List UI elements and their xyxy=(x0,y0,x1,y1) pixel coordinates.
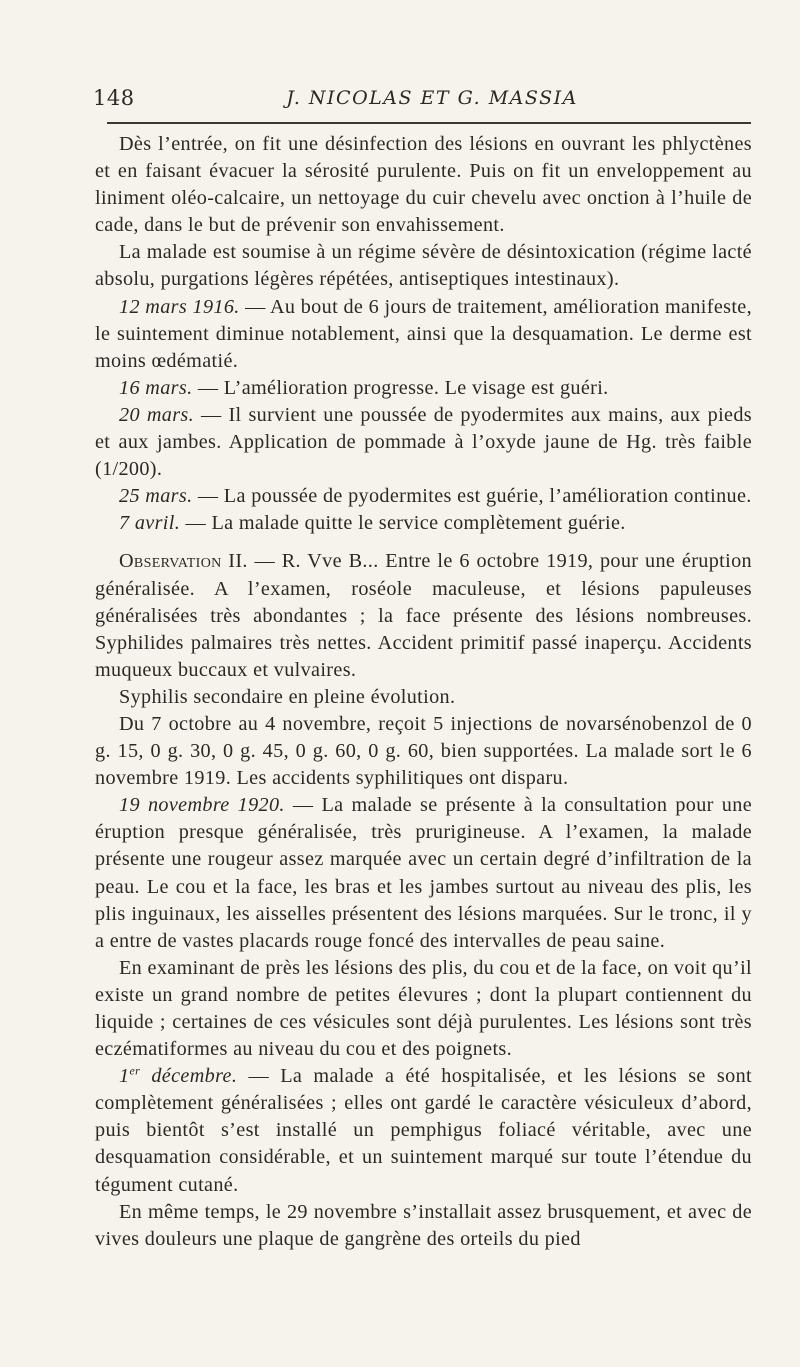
paragraph: En examinant de près les lésions des plis, du cou et de la face, on voit qu’il existe un grand nombre de petites élevures ; dont la plupart contiennent du liquide ; certaines de ces vésicules sont déjà purulentes. Les lésions sont très eczématiformes au niveau du cou et des poignets. xyxy=(95,956,752,1061)
paragraph: Dès l’entrée, on fit une désinfection des lésions en ouvrant les phlyctènes et en faisant évacuer la sérosité purulente. Puis on fit un enveloppement au liniment oléo-calcaire, un nettoyage du cuir chevelu avec onction à l’huile de cade, dans le but de prévenir son envahissement. xyxy=(95,133,752,237)
paragraph: 7 avril. — La malade quitte le service complètement guérie. xyxy=(119,512,626,535)
entry-date: 20 mars. xyxy=(119,403,195,426)
observation-heading: Observation II. xyxy=(119,550,248,573)
paragraph: En même temps, le 29 novembre s’installait assez brusquement, et avec de vives douleurs une plaque de gangrène des orteils du pied xyxy=(95,1200,752,1250)
paragraph: Syphilis secondaire en pleine évolution. xyxy=(119,685,456,708)
entry-date: 12 mars 1916. xyxy=(119,295,240,318)
body-text xyxy=(95,131,752,1253)
paragraph: 19 novembre 1920. — La malade se présente à la consultation pour une éruption presque généralisée, très prurigineuse. A l’examen, la malade présente une rougeur assez marquée avec un certain degré d’infiltration de la peau. Le cou et la face, les bras et les jambes surtout au niveau des plis, les plis inguinaux, les aisselles présentent des lésions marquées. Sur le tronc, il y a entre de vastes placards rouge foncé des intervalles de peau saine. xyxy=(95,794,752,952)
entry-date: 1er décembre. xyxy=(119,1063,238,1088)
paragraph: Observation II. — R. Vve B... Entre le 6 octobre 1919, pour une éruption généralisée. A l’examen, roséole maculeuse, et lésions papuleuses généralisées très abondantes ; la face présente des lésions nombreuses. Syphilides palmaires très nettes. Accident primitif passé inaperçu. Accidents muqueux buccaux et vulvaires. xyxy=(95,550,752,681)
header-rule xyxy=(107,122,751,124)
entry-date: 7 avril. xyxy=(119,512,181,535)
page-header xyxy=(93,86,751,116)
page-number: 148 xyxy=(93,86,135,110)
paragraph: 20 mars. — Il survient une poussée de pyodermites aux mains, aux pieds et aux jambes. Application de pommade à l’oxyde jaune de Hg. très faible (1/200). xyxy=(95,403,753,481)
paragraph: Du 7 octobre au 4 novembre, reçoit 5 injections de novarsénobenzol de 0 g. 15, 0 g. 30, 0 g. 45, 0 g. 60, 0 g. 60, bien supportées. La malade sort le 6 novembre 1919. Les accidents syphilitiques ont disparu. xyxy=(95,712,752,790)
running-head: J. NICOLAS ET G. MASSIA xyxy=(286,87,578,109)
paragraph: 16 mars. — L’amélioration progresse. Le visage est guéri. xyxy=(119,376,609,399)
paragraph: 25 mars. — La poussée de pyodermites est guérie, l’amélioration continue. xyxy=(119,485,752,508)
paragraph: La malade est soumise à un régime sévère de désintoxication (régime lacté absolu, purgations légères répétées, antiseptiques intestinaux). xyxy=(95,241,752,291)
entry-date: 19 novembre 1920. xyxy=(119,794,285,817)
paragraph: 1er décembre. — La malade a été hospitalisée, et les lésions se sont complètement généralisées ; elles ont gardé le caractère vésiculeux d’abord, puis bientôt s’est installé un pemphigus foliacé véritable, avec une desquamation considérable, et un suintement marqué sur toute l’étendue du tégument cutané. xyxy=(95,1063,752,1196)
entry-date: 16 mars. xyxy=(119,376,193,399)
paragraph: 12 mars 1916. — Au bout de 6 jours de traitement, amélioration manifeste, le suintement diminue notablement, ainsi que la desquamation. Le derme est moins œdématié. xyxy=(95,295,752,372)
entry-date: 25 mars. xyxy=(119,485,193,508)
